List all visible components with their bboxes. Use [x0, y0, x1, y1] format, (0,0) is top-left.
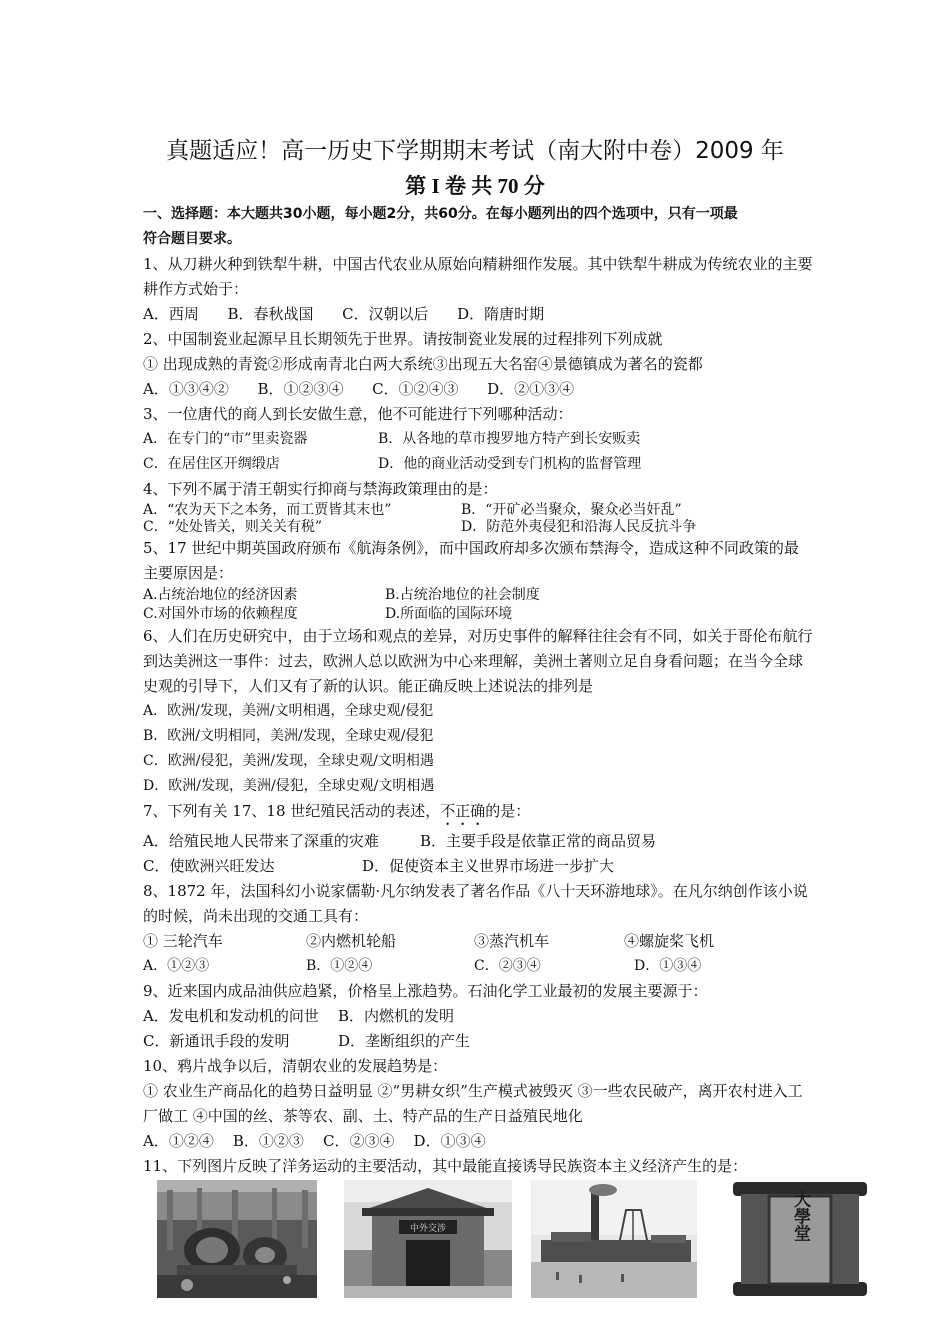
stem-text: 7、下列有关 17、18 世纪殖民活动的表述， — [143, 802, 441, 820]
option-d: D．防范外夷侵犯和沿海人民反抗斗争 — [461, 519, 697, 535]
plaque-text: 大學堂 — [790, 1190, 810, 1242]
question-3-stem: 3、一位唐代的商人到长安做生意，他不可能进行下列哪种活动： — [143, 405, 573, 423]
option-a: A．欧洲/发现，美洲/文明相遇，全球史观/侵犯 — [143, 703, 434, 719]
question-10-items: ① 农业生产商品化的趋势日益明显 ②“男耕女织”生产模式被毁灭 ③一些农民破产，离开农村进入工厂做工 ④中国的丝、茶等农、副、土、特产品的生产日益殖民地化 — [143, 1082, 803, 1125]
part-subtitle: 第 I 卷 共 70 分 — [405, 174, 545, 198]
option-d: D．欧洲/发现，美洲/侵犯，全球史观/文明相遇 — [143, 778, 435, 794]
item-2: ②内燃机轮船 — [306, 932, 397, 950]
question-8-options — [143, 954, 813, 979]
question-10-options: A．①②④ B．①②③ C．②③④ D．①③④ — [143, 1132, 486, 1150]
option-a: A．“农为天下之本务，而工贾皆其末也” — [143, 502, 392, 518]
question-5-stem: 5、17 世纪中期英国政府颁布《航海条例》，而中国政府却多次颁布禁海令，造成这种不同政策的最主要原因是： — [143, 539, 799, 582]
option-c: C．欧洲/侵犯，美洲/发现，全球史观/文明相遇 — [143, 753, 434, 769]
option-a: A．①②③ — [143, 958, 210, 974]
question-9-options-ab — [143, 1004, 813, 1029]
gate-sign-text: 中外交涉 — [409, 1224, 447, 1234]
question-5-options-cd — [143, 605, 813, 624]
question-8-stem: 8、1872 年，法国科幻小说家儒勒·凡尔纳发表了著名作品《八十天环游地球》。在凡尔纳创作该小说的时候，尚未出现的交通工具有： — [143, 882, 808, 925]
option-c: C．②③④ — [474, 958, 541, 974]
question-7-stem — [143, 799, 813, 829]
question-3-options-cd — [143, 452, 813, 477]
option-c: C.对国外市场的依赖程度 — [143, 606, 298, 622]
photo-machinery-workshop — [157, 1180, 317, 1298]
option-d: D．他的商业活动受到专门机构的监督管理 — [378, 456, 642, 472]
option-b: B．主要手段是依靠正常的商品贸易 — [420, 832, 657, 850]
question-4-options-cd — [143, 519, 813, 536]
option-c: C．使欧洲兴旺发达 — [143, 857, 275, 875]
item-1: ① 三轮汽车 — [143, 932, 223, 950]
question-2-options: A．①③④② B．①②③④ C．①②④③ D．②①③④ — [143, 380, 575, 398]
question-3-options-ab — [143, 427, 813, 452]
question-7-options-cd — [143, 854, 813, 879]
option-d: D．促使资本主义世界市场进一步扩大 — [362, 857, 615, 875]
option-b: B．从各地的草市搜罗地方特产到长安贩卖 — [378, 431, 641, 447]
question-5-options-ab — [143, 586, 813, 605]
question-11-stem: 11、下列图片反映了洋务运动的主要活动，其中最能直接诱导民族资本主义经济产生的是： — [143, 1157, 748, 1175]
item-3: ③蒸汽机车 — [474, 932, 550, 950]
item-4: ④螺旋桨飞机 — [624, 932, 715, 950]
photo-gate-building — [344, 1180, 512, 1298]
option-d: D.所面临的国际环境 — [385, 606, 513, 622]
option-a: A．发电机和发动机的问世 — [143, 1007, 319, 1025]
photo-plaque-university — [731, 1180, 869, 1298]
question-2-items: ① 出现成熟的青瓷②形成南青北白两大系统③出现五大名窑④景德镇成为著名的瓷都 — [143, 355, 703, 373]
option-a: A．在专门的“市”里卖瓷器 — [143, 431, 308, 447]
section-heading-cont: 符合题目要求。 — [143, 231, 241, 247]
option-c: C．在居住区开绸缎店 — [143, 456, 280, 472]
question-11-photos — [0, 1180, 950, 1305]
photo-mine-factory — [531, 1180, 697, 1298]
question-4-stem: 4、下列不属于清王朝实行抑商与禁海政策理由的是： — [143, 480, 498, 498]
option-b: B．“开矿必当聚众，聚众必当奸乱” — [461, 502, 682, 518]
question-9-options-cd — [143, 1029, 813, 1054]
emphasized-text: 不正确 — [440, 802, 486, 820]
option-a: A．给殖民地人民带来了深重的灾难 — [143, 832, 379, 850]
question-6-stem: 6、人们在历史研究中，由于立场和观点的差异，对历史事件的解释往往会有不同，如关于哥伦布航行到达美洲这一事件：过去，欧洲人总以欧洲为中心来理解，美洲土著则立足自身看问题；在当今全球史观的引导下，人们又有了新的认识。能正确反映上述说法的排列是 — [143, 627, 813, 695]
option-b: B．内燃机的发明 — [338, 1007, 455, 1025]
question-list — [143, 202, 813, 1179]
option-c: C．“处处皆关，则关关有税” — [143, 519, 323, 535]
question-7-options-ab — [143, 829, 813, 854]
option-b: B．欧洲/文明相同，美洲/发现，全球史观/侵犯 — [143, 728, 434, 744]
section-heading: 一、选择题：本大题共30小题，每小题2分，共60分。在每小题列出的四个选项中，只有一项最 — [143, 206, 738, 222]
option-d: D．①③④ — [634, 958, 702, 974]
option-d: D．垄断组织的产生 — [338, 1032, 471, 1050]
question-1-options: A．西周 B．春秋战国 C．汉朝以后 D．隋唐时期 — [143, 305, 545, 323]
option-a: A.占统治地位的经济因素 — [143, 587, 298, 603]
question-8-items — [143, 929, 813, 954]
question-10-stem: 10、鸦片战争以后，清朝农业的发展趋势是： — [143, 1057, 448, 1075]
stem-text-end: 的是： — [485, 802, 531, 820]
option-b: B.占统治地位的社会制度 — [385, 587, 540, 603]
question-4-options-ab — [143, 502, 813, 519]
option-c: C．新通讯手段的发明 — [143, 1032, 290, 1050]
question-1-stem: 1、从刀耕火种到铁犁牛耕，中国古代农业从原始向精耕细作发展。其中铁犁牛耕成为传统农业的主要耕作方式始于： — [143, 255, 813, 298]
exam-title: 真题适应！高一历史下学期期末考试（南大附中卷）2009 年 — [166, 138, 784, 164]
option-b: B．①②④ — [306, 958, 373, 974]
question-9-stem: 9、近来国内成品油供应趋紧，价格呈上涨趋势。石油化学工业最初的发展主要源于： — [143, 982, 708, 1000]
question-2-stem: 2、中国制瓷业起源早且长期领先于世界。请按制瓷业发展的过程排列下列成就 — [143, 330, 663, 348]
